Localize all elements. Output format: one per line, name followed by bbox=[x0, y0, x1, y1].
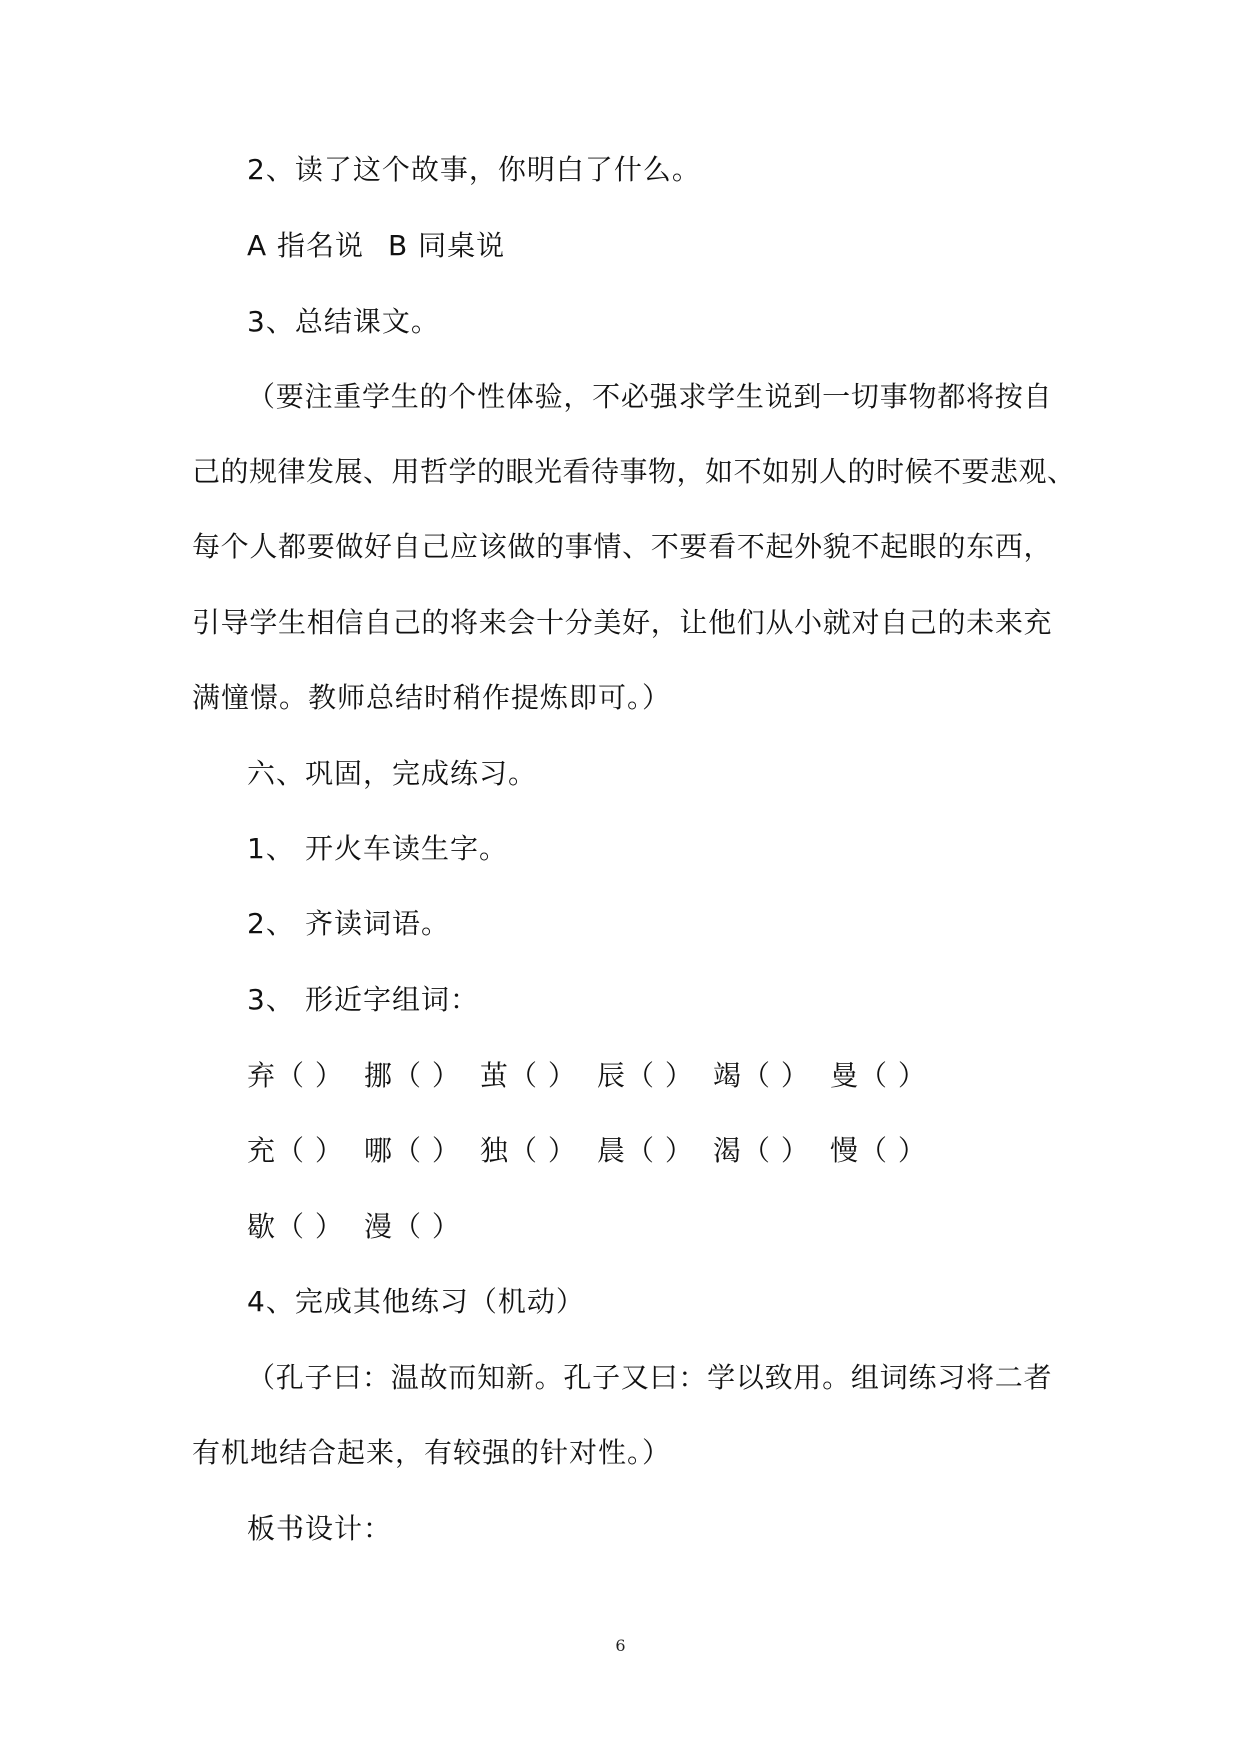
exercise-2 bbox=[247, 904, 450, 944]
exercise-2-number: 2、 bbox=[247, 907, 295, 940]
char-group-item: 哪（ ） bbox=[364, 1134, 461, 1167]
option-a: A 指名说 bbox=[247, 229, 365, 262]
char-group-item: 独（ ） bbox=[480, 1134, 577, 1167]
exercise-1-number: 1、 bbox=[247, 832, 295, 865]
exercise-1-text: 开火车读生字。 bbox=[305, 832, 509, 865]
char-group-row-3 bbox=[247, 1207, 947, 1247]
char-group-item: 辰（ ） bbox=[597, 1059, 694, 1092]
exercise-4: 4、完成其他练习（机动） bbox=[247, 1285, 585, 1318]
exercise-3-number: 3、 bbox=[247, 983, 295, 1016]
option-b: B 同桌说 bbox=[387, 229, 506, 262]
note-2-line-2: 有机地结合起来，有较强的针对性。） bbox=[192, 1436, 672, 1469]
question-2: 2、读了这个故事，你明白了什么。 bbox=[247, 153, 701, 186]
char-group-item: 弃（ ） bbox=[247, 1059, 344, 1092]
char-group-row-1 bbox=[247, 1056, 947, 1096]
char-group-row-2 bbox=[247, 1131, 947, 1171]
char-group-item: 漫（ ） bbox=[364, 1210, 461, 1243]
note-1-line-4: 引导学生相信自己的将来会十分美好，让他们从小就对自己的未来充 bbox=[192, 606, 1052, 639]
note-1-line-3: 每个人都要做好自己应该做的事情、不要看不起外貌不起眼的东西， bbox=[192, 530, 1052, 563]
exercise-3-text: 形近字组词： bbox=[305, 983, 480, 1016]
char-group-item: 歇（ ） bbox=[247, 1210, 344, 1243]
exercise-3 bbox=[247, 980, 479, 1020]
char-group-item: 晨（ ） bbox=[597, 1134, 694, 1167]
page-number: 6 bbox=[615, 1636, 626, 1655]
char-group-item: 渴（ ） bbox=[713, 1134, 810, 1167]
char-group-item: 茧（ ） bbox=[480, 1059, 577, 1092]
section-6-heading: 六、巩固，完成练习。 bbox=[247, 757, 538, 790]
char-group-item: 慢（ ） bbox=[830, 1134, 927, 1167]
board-design-heading: 板书设计： bbox=[247, 1512, 393, 1545]
char-group-item: 曼（ ） bbox=[830, 1059, 927, 1092]
exercise-1 bbox=[247, 829, 508, 869]
exercise-2-text: 齐读词语。 bbox=[305, 907, 451, 940]
note-1-line-1: （要注重学生的个性体验，不必强求学生说到一切事物都将按自 bbox=[247, 380, 1052, 413]
note-1-line-2: 己的规律发展、用哲学的眼光看待事物，如不如别人的时候不要悲观、 bbox=[192, 455, 1076, 488]
char-group-item: 竭（ ） bbox=[713, 1059, 810, 1092]
char-group-item: 充（ ） bbox=[247, 1134, 344, 1167]
char-group-item: 挪（ ） bbox=[364, 1059, 461, 1092]
note-2-line-1: （孔子曰：温故而知新。孔子又曰：学以致用。组词练习将二者 bbox=[247, 1361, 1052, 1394]
answer-options bbox=[247, 226, 505, 266]
note-1-line-5: 满憧憬。教师总结时稍作提炼即可。） bbox=[192, 681, 672, 714]
question-3: 3、总结课文。 bbox=[247, 305, 440, 338]
